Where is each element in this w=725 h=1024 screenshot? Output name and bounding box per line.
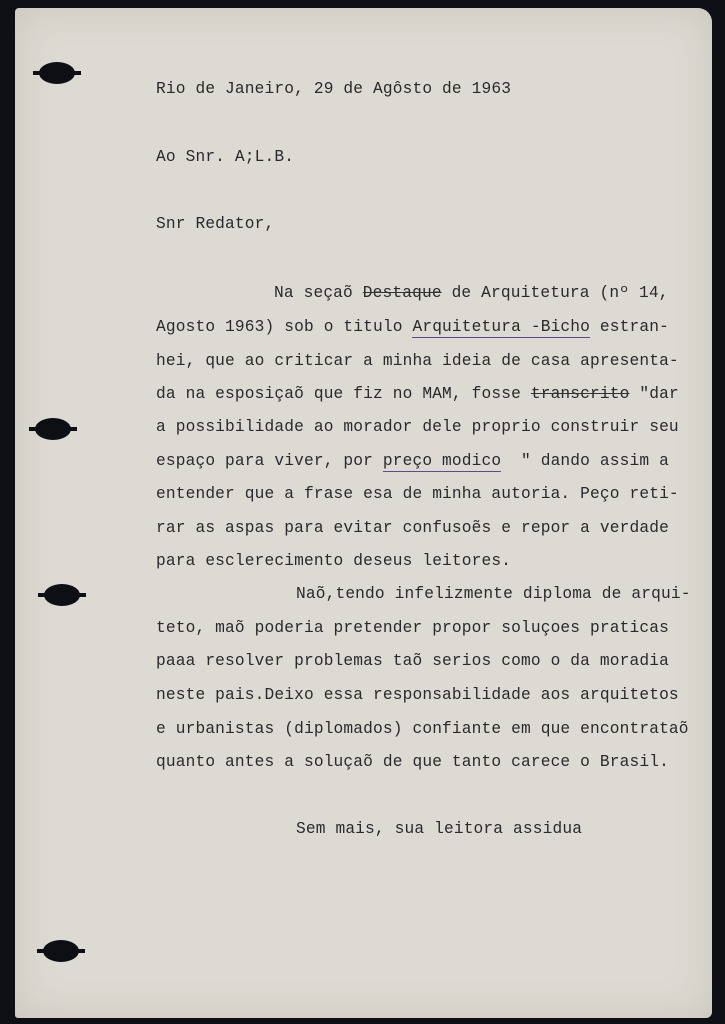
paragraph-1-line [156, 519, 669, 537]
text-segment: da na esposiçaõ que fiz no MAM, fosse [156, 385, 531, 403]
paragraph-2-line: neste pais.Deixo essa responsabilidade aos arquitetos [156, 686, 679, 704]
text-segment: "dar [629, 385, 679, 403]
underlined-text: preço modico [382, 452, 502, 470]
text-segment: " dando assim a [501, 452, 669, 470]
paragraph-1-line [156, 318, 669, 336]
paragraph-1-line [156, 552, 511, 570]
text-segment: rar as aspas para evitar confusoẽs e repor a verdade [156, 519, 669, 537]
paragraph-2-line: teto, maõ poderia pretender propor soluçoes praticas [156, 619, 669, 637]
punch-hole [39, 62, 75, 84]
text-segment: Na seçaõ [274, 284, 363, 302]
text-segment: entender que a frase esa de minha autoria. Peço reti- [156, 485, 679, 503]
paragraph-2-line: e urbanistas (diplomados) confiante em que encontrataõ [156, 720, 689, 738]
underlined-text: Arquitetura -Bicho [412, 318, 591, 336]
punch-hole [35, 418, 71, 440]
text-segment: Agosto 1963) sob o titulo [156, 318, 413, 336]
text-segment: espaço para viver, por [156, 452, 383, 470]
date-line: Rio de Janeiro, 29 de Agôsto de 1963 [156, 80, 512, 98]
text-segment: estran- [590, 318, 669, 336]
paragraph-1-line [156, 385, 679, 403]
paragraph-1-line [156, 485, 679, 503]
text-segment: a possibilidade ao morador dele proprio construir seu [156, 418, 679, 436]
paragraph-1-line [156, 418, 679, 436]
text-segment: hei, que ao criticar a minha ideia de casa apresenta- [156, 352, 679, 370]
paragraph-2-line: Naõ,tendo infelizmente diploma de arqui- [296, 585, 691, 603]
punch-hole [44, 584, 80, 606]
paper-sheet [15, 8, 712, 1018]
struck-text: Destaque [362, 284, 442, 302]
salutation: Snr Redator, [156, 215, 275, 233]
punch-hole [43, 940, 79, 962]
closing-line: Sem mais, sua leitora assidua [296, 820, 583, 838]
paragraph-2-line: paaa resolver problemas taõ serios como o da moradia [156, 652, 669, 670]
text-segment: de Arquitetura (nº 14, [441, 284, 669, 302]
text-segment: para esclerecimento deseus leitores. [156, 552, 512, 570]
paragraph-2-line: quanto antes a soluçaõ de que tanto carece o Brasil. [156, 753, 669, 771]
struck-text: transcrito [530, 385, 630, 403]
paragraph-1-line [274, 284, 669, 302]
paragraph-1-line [156, 452, 669, 470]
recipient-line: Ao Snr. A;L.B. [156, 148, 295, 166]
paragraph-1-line [156, 352, 679, 370]
